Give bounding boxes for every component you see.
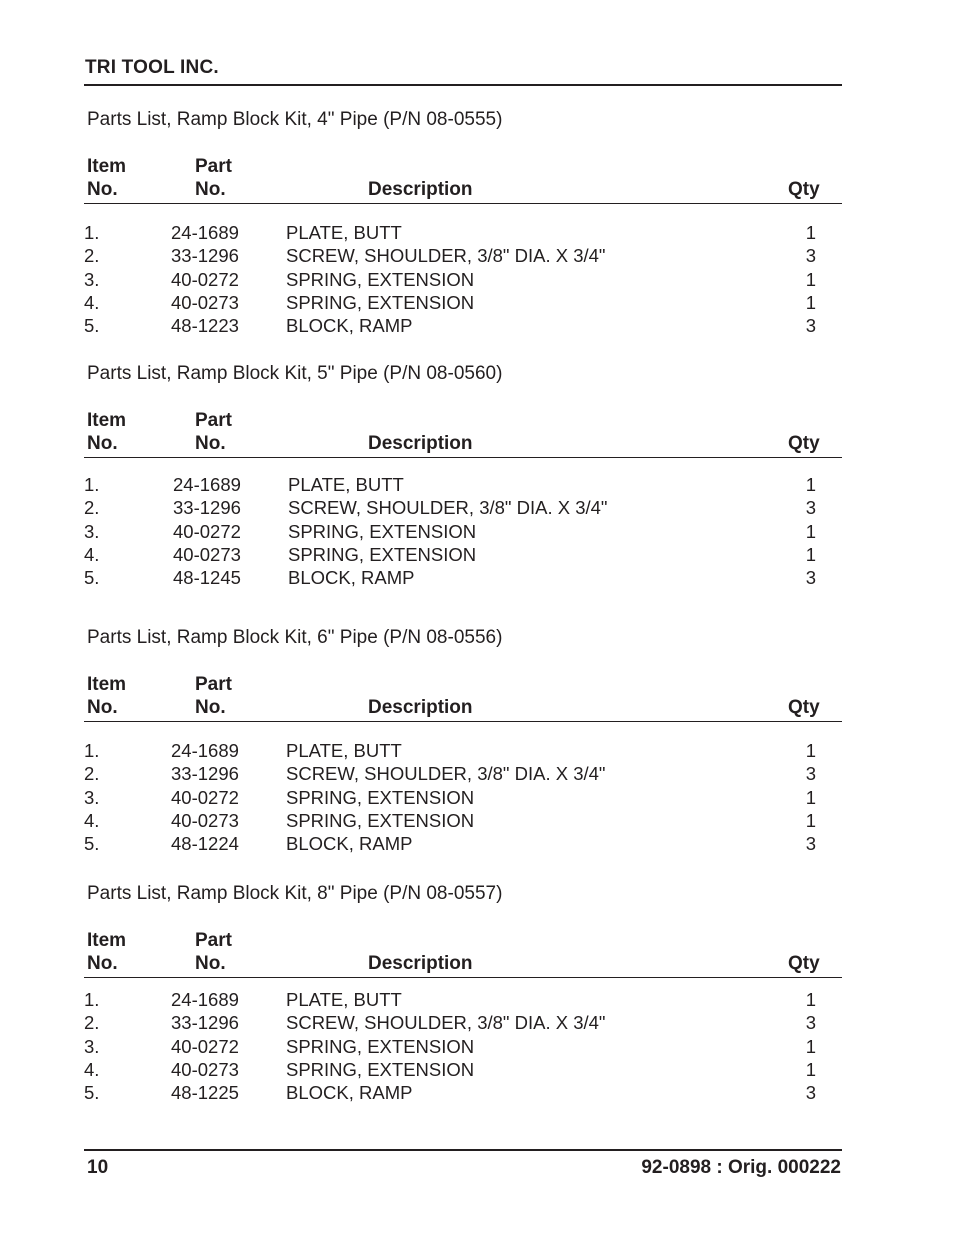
section-title: Parts List, Ramp Block Kit, 8" Pipe (P/N 08-0557) <box>87 883 503 904</box>
qty: 3 <box>805 763 816 784</box>
document-id: 92-0898 : Orig. 000222 <box>641 1157 841 1178</box>
item-no: 3. <box>84 787 100 808</box>
col-header-description: Description <box>368 697 473 718</box>
qty: 3 <box>805 567 816 588</box>
part-no: 40-0273 <box>173 544 241 565</box>
col-header-part: Part <box>195 674 232 695</box>
table-row <box>0 1059 954 1082</box>
header-divider <box>84 84 842 86</box>
description: SPRING, EXTENSION <box>286 1059 475 1080</box>
description: SPRING, EXTENSION <box>286 292 475 313</box>
col-header-item-no: No. <box>87 953 118 974</box>
col-header-description: Description <box>368 953 473 974</box>
part-no: 24-1689 <box>171 222 239 243</box>
col-header-part: Part <box>195 156 232 177</box>
item-no: 3. <box>84 269 100 290</box>
item-no: 4. <box>84 810 100 831</box>
part-no: 33-1296 <box>173 497 241 518</box>
item-no: 2. <box>84 497 100 518</box>
description: PLATE, BUTT <box>286 740 402 761</box>
part-no: 48-1223 <box>171 315 239 336</box>
col-header-item: Item <box>87 674 127 695</box>
item-no: 3. <box>84 521 100 542</box>
qty: 3 <box>805 1082 816 1103</box>
item-no: 5. <box>84 315 100 336</box>
description: PLATE, BUTT <box>286 989 402 1010</box>
description: SPRING, EXTENSION <box>286 787 475 808</box>
table-row <box>0 1036 954 1059</box>
item-no: 5. <box>84 1082 100 1103</box>
header-underline <box>84 977 842 978</box>
qty: 1 <box>805 787 816 808</box>
item-no: 4. <box>84 292 100 313</box>
description: SCREW, SHOULDER, 3/8" DIA. X 3/4" <box>286 1012 606 1033</box>
section-title: Parts List, Ramp Block Kit, 5" Pipe (P/N 08-0560) <box>87 363 503 384</box>
table-row <box>0 222 954 245</box>
description: SPRING, EXTENSION <box>288 544 477 565</box>
description: SCREW, SHOULDER, 3/8" DIA. X 3/4" <box>286 763 606 784</box>
table-row <box>0 315 954 338</box>
description: SPRING, EXTENSION <box>286 269 475 290</box>
item-no: 1. <box>84 740 100 761</box>
item-no: 3. <box>84 1036 100 1057</box>
qty: 1 <box>805 810 816 831</box>
qty: 1 <box>805 989 816 1010</box>
table-row <box>0 740 954 763</box>
col-header-description: Description <box>368 433 473 454</box>
part-no: 40-0273 <box>171 1059 239 1080</box>
col-header-item: Item <box>87 410 127 431</box>
table-row <box>0 1082 954 1105</box>
table-row <box>0 833 954 856</box>
col-header-part-no: No. <box>195 697 226 718</box>
description: BLOCK, RAMP <box>286 1082 413 1103</box>
col-header-part: Part <box>195 930 232 951</box>
table-row <box>0 521 954 544</box>
part-no: 48-1224 <box>171 833 239 854</box>
qty: 3 <box>805 497 816 518</box>
col-header-item-no: No. <box>87 697 118 718</box>
item-no: 4. <box>84 1059 100 1080</box>
table-row <box>0 1012 954 1035</box>
header-underline <box>84 203 842 204</box>
description: SPRING, EXTENSION <box>286 810 475 831</box>
part-no: 40-0273 <box>171 810 239 831</box>
qty: 1 <box>805 521 816 542</box>
col-header-part-no: No. <box>195 953 226 974</box>
part-no: 33-1296 <box>171 1012 239 1033</box>
page-number: 10 <box>87 1157 109 1178</box>
qty: 1 <box>805 269 816 290</box>
part-no: 24-1689 <box>173 474 241 495</box>
section-title: Parts List, Ramp Block Kit, 4" Pipe (P/N 08-0555) <box>87 109 503 130</box>
table-row <box>0 787 954 810</box>
col-header-part: Part <box>195 410 232 431</box>
part-no: 40-0272 <box>171 787 239 808</box>
description: BLOCK, RAMP <box>286 833 413 854</box>
header-underline <box>84 721 842 722</box>
qty: 3 <box>805 833 816 854</box>
col-header-item-no: No. <box>87 433 118 454</box>
col-header-qty: Qty <box>788 953 820 974</box>
section-title: Parts List, Ramp Block Kit, 6" Pipe (P/N 08-0556) <box>87 627 503 648</box>
col-header-item-no: No. <box>87 179 118 200</box>
qty: 1 <box>805 1059 816 1080</box>
qty: 1 <box>805 740 816 761</box>
part-no: 48-1245 <box>173 567 241 588</box>
table-row <box>0 245 954 268</box>
header-underline <box>84 457 842 458</box>
description: PLATE, BUTT <box>288 474 404 495</box>
part-no: 40-0272 <box>173 521 241 542</box>
part-no: 33-1296 <box>171 763 239 784</box>
part-no: 48-1225 <box>171 1082 239 1103</box>
item-no: 2. <box>84 245 100 266</box>
qty: 3 <box>805 315 816 336</box>
col-header-description: Description <box>368 179 473 200</box>
table-row <box>0 810 954 833</box>
part-no: 40-0272 <box>171 269 239 290</box>
table-row <box>0 567 954 590</box>
description: SCREW, SHOULDER, 3/8" DIA. X 3/4" <box>288 497 608 518</box>
col-header-item: Item <box>87 156 127 177</box>
qty: 3 <box>805 245 816 266</box>
table-row <box>0 763 954 786</box>
description: PLATE, BUTT <box>286 222 402 243</box>
item-no: 5. <box>84 833 100 854</box>
qty: 1 <box>805 474 816 495</box>
table-row <box>0 497 954 520</box>
table-row <box>0 474 954 497</box>
part-no: 40-0272 <box>171 1036 239 1057</box>
item-no: 1. <box>84 474 100 495</box>
col-header-part-no: No. <box>195 433 226 454</box>
part-no: 33-1296 <box>171 245 239 266</box>
part-no: 24-1689 <box>171 989 239 1010</box>
qty: 3 <box>805 1012 816 1033</box>
qty: 1 <box>805 292 816 313</box>
table-row <box>0 544 954 567</box>
description: SPRING, EXTENSION <box>286 1036 475 1057</box>
qty: 1 <box>805 222 816 243</box>
item-no: 5. <box>84 567 100 588</box>
item-no: 1. <box>84 222 100 243</box>
item-no: 4. <box>84 544 100 565</box>
qty: 1 <box>805 1036 816 1057</box>
table-row <box>0 269 954 292</box>
col-header-part-no: No. <box>195 179 226 200</box>
item-no: 1. <box>84 989 100 1010</box>
item-no: 2. <box>84 1012 100 1033</box>
description: BLOCK, RAMP <box>288 567 415 588</box>
description: SCREW, SHOULDER, 3/8" DIA. X 3/4" <box>286 245 606 266</box>
col-header-qty: Qty <box>788 179 820 200</box>
col-header-item: Item <box>87 930 127 951</box>
table-row <box>0 989 954 1012</box>
description: BLOCK, RAMP <box>286 315 413 336</box>
footer-divider <box>84 1149 842 1151</box>
part-no: 40-0273 <box>171 292 239 313</box>
col-header-qty: Qty <box>788 697 820 718</box>
company-name: TRI TOOL INC. <box>85 57 219 78</box>
item-no: 2. <box>84 763 100 784</box>
part-no: 24-1689 <box>171 740 239 761</box>
description: SPRING, EXTENSION <box>288 521 477 542</box>
col-header-qty: Qty <box>788 433 820 454</box>
qty: 1 <box>805 544 816 565</box>
table-row <box>0 292 954 315</box>
